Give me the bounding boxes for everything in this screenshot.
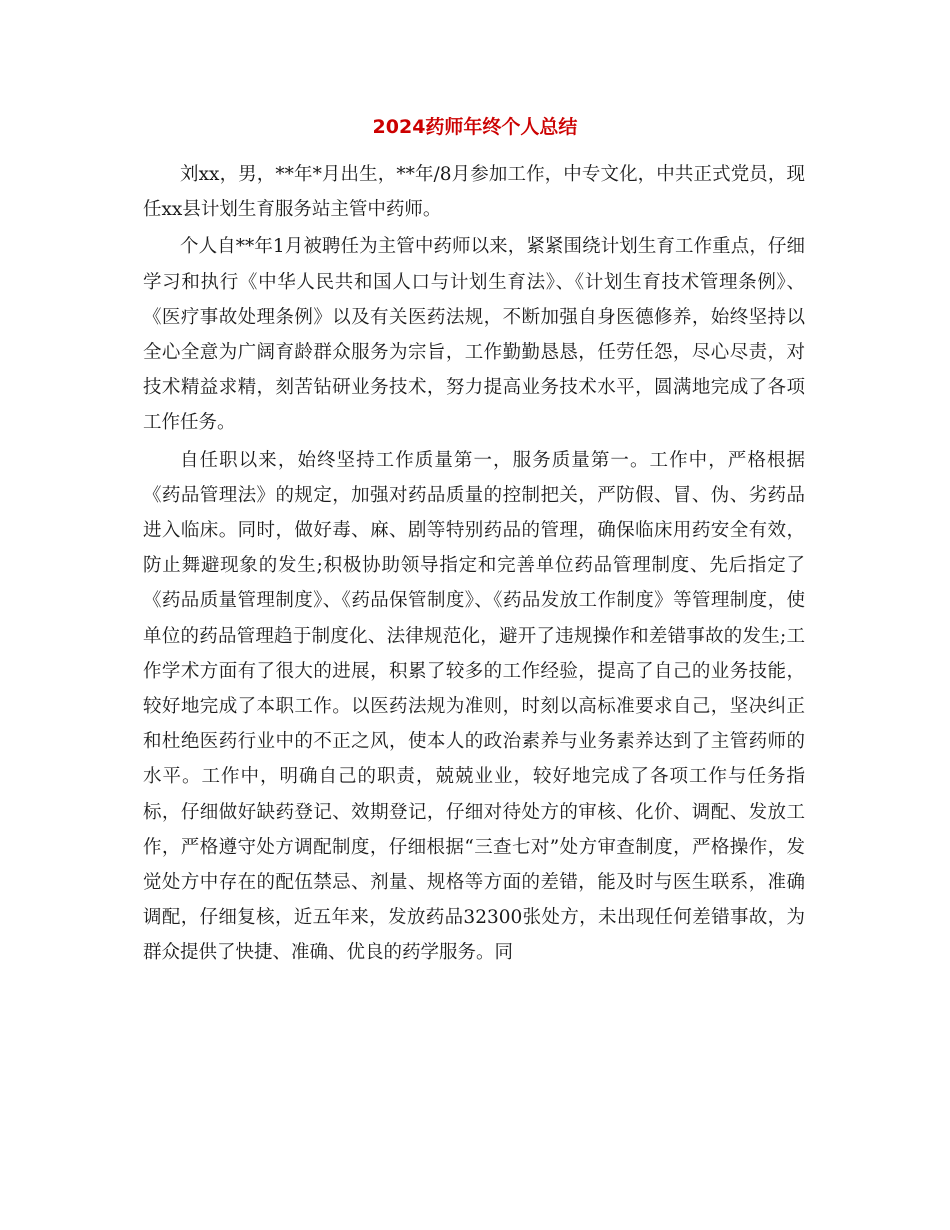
document-body bbox=[143, 157, 805, 973]
paragraph-1: 刘xx，男，**年*月出生，**年/8月参加工作，中专文化，中共正式党员，现任xx县计划生育服务站主管中药师。 bbox=[143, 164, 805, 221]
document-title: 2024药师年终个人总结 bbox=[372, 116, 578, 138]
paragraph-3: 自任职以来，始终坚持工作质量第一，服务质量第一。工作中，严格根据《药品管理法》的规定，加强对药品质量的控制把关，严防假、冒、伪、劣药品进入临床。同时，做好毒、麻、剧等特别药品的管理，确保临床用药安全有效，防止舞避现象的发生;积极协助领导指定和完善单位药品管理制度、先后指定了《药品质量管理制度》、《药品保管制度》、《药品发放工作制度》等管理制度，使单位的药品管理趋于制度化、法律规范化，避开了违规操作和差错事故的发生;工作学术方面有了很大的进展，积累了较多的工作经验，提高了自己的业务技能，较好地完成了本职工作。以医药法规为准则，时刻以高标准要求自己，坚决纠正和杜绝医药行业中的不正之风，使本人的政治素养与业务素养达到了主管药师的水平。工作中，明确自己的职责，兢兢业业，较好地完成了各项工作与任务指标，仔细做好缺药登记、效期登记，仔细对待处方的审核、化价、调配、发放工作，严格遵守处方调配制度，仔细根据“三查七对”处方审查制度，严格操作，发觉处方中存在的配伍禁忌、剂量、规格等方面的差错，能及时与医生联系，准确调配，仔细复核，近五年来，发放药品32300张处方，未出现任何差错事故，为群众提供了快捷、准确、优良的药学服务。同 bbox=[143, 449, 805, 964]
paragraph-2: 个人自**年1月被聘任为主管中药师以来，紧紧围绕计划生育工作重点，仔细学习和执行《中华人民共和国人口与计划生育法》、《计划生育技术管理条例》、《医疗事故处理条例》以及有关医药法规，不断加强自身医德修养，始终坚持以全心全意为广阔育龄群众服务为宗旨，工作勤勤恳恳，任劳任怨，尽心尽责，对技术精益求精，刻苦钻研业务技术，努力提高业务技术水平，圆满地完成了各项工作任务。 bbox=[143, 236, 805, 434]
